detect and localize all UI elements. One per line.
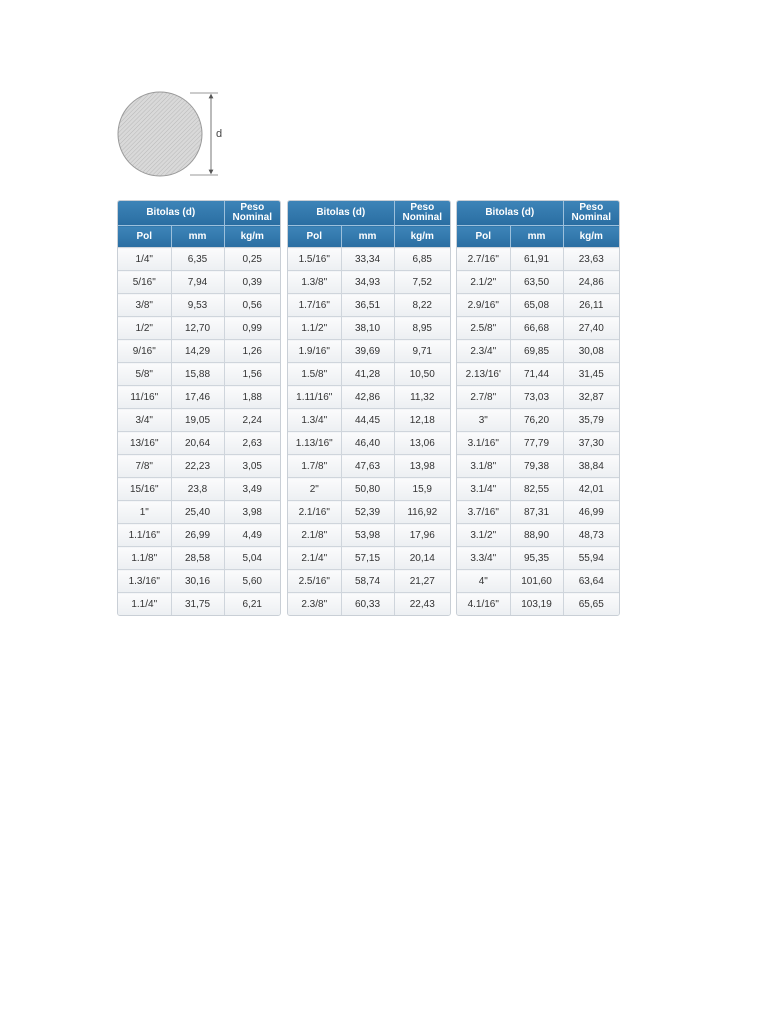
table-row <box>288 455 450 478</box>
cell-mm: 57,15 <box>341 547 394 570</box>
bar-cross-section <box>118 92 202 176</box>
cell-pol: 1/2" <box>118 317 171 340</box>
cell-pol: 1.7/8" <box>288 455 341 478</box>
table-row <box>118 248 280 271</box>
cell-pol: 9/16" <box>118 340 171 363</box>
cell-pol: 15/16" <box>118 478 171 501</box>
cell-kgm: 13,06 <box>394 432 450 455</box>
cell-mm: 79,38 <box>510 455 563 478</box>
table-row <box>288 432 450 455</box>
cell-kgm: 6,21 <box>224 593 280 616</box>
cell-pol: 1.3/8" <box>288 271 341 294</box>
cell-kgm: 0,56 <box>224 294 280 317</box>
cell-pol: 1.1/16" <box>118 524 171 547</box>
cell-pol: 2.7/8" <box>457 386 510 409</box>
cell-pol: 1.5/8" <box>288 363 341 386</box>
cell-mm: 38,10 <box>341 317 394 340</box>
cell-mm: 53,98 <box>341 524 394 547</box>
cell-pol: 4.1/16" <box>457 593 510 616</box>
round-bar-diagram <box>112 88 242 180</box>
header-weight-line1: Peso <box>579 202 604 213</box>
table-row <box>118 363 280 386</box>
table-row <box>118 455 280 478</box>
cell-kgm: 15,9 <box>394 478 450 501</box>
header-weight-line2: Nominal <box>232 212 272 223</box>
cell-pol: 3.1/8" <box>457 455 510 478</box>
header-kgm: kg/m <box>394 226 450 248</box>
cell-mm: 71,44 <box>510 363 563 386</box>
cell-mm: 46,40 <box>341 432 394 455</box>
table-row <box>288 547 450 570</box>
cell-kgm: 3,49 <box>224 478 280 501</box>
cell-pol: 3/8" <box>118 294 171 317</box>
cell-pol: 5/16" <box>118 271 171 294</box>
cell-kgm: 32,87 <box>563 386 619 409</box>
table-row <box>288 340 450 363</box>
cell-mm: 12,70 <box>171 317 224 340</box>
cell-mm: 23,8 <box>171 478 224 501</box>
table-row <box>118 524 280 547</box>
header-pol: Pol <box>118 226 171 248</box>
cell-mm: 101,60 <box>510 570 563 593</box>
cell-pol: 1.7/16" <box>288 294 341 317</box>
cell-mm: 36,51 <box>341 294 394 317</box>
cell-pol: 2.3/8" <box>288 593 341 616</box>
table-row <box>288 409 450 432</box>
cell-mm: 15,88 <box>171 363 224 386</box>
cell-pol: 1.5/16" <box>288 248 341 271</box>
header-weight-line2: Nominal <box>571 212 611 223</box>
cell-mm: 14,29 <box>171 340 224 363</box>
table-row <box>118 386 280 409</box>
cell-kgm: 116,92 <box>394 501 450 524</box>
table-row <box>457 478 619 501</box>
cell-pol: 7/8" <box>118 455 171 478</box>
table-row <box>288 593 450 616</box>
cell-pol: 2.1/16" <box>288 501 341 524</box>
cell-mm: 87,31 <box>510 501 563 524</box>
gauge-table-3 <box>456 200 620 616</box>
cell-kgm: 0,25 <box>224 248 280 271</box>
table-row <box>457 363 619 386</box>
table-row <box>118 294 280 317</box>
cell-kgm: 46,99 <box>563 501 619 524</box>
cell-kgm: 1,88 <box>224 386 280 409</box>
cell-mm: 69,85 <box>510 340 563 363</box>
cell-kgm: 1,26 <box>224 340 280 363</box>
cell-mm: 39,69 <box>341 340 394 363</box>
table-row <box>288 386 450 409</box>
cell-kgm: 5,04 <box>224 547 280 570</box>
table-row <box>118 271 280 294</box>
table-row <box>457 271 619 294</box>
cell-mm: 95,35 <box>510 547 563 570</box>
cell-pol: 3.7/16" <box>457 501 510 524</box>
cell-kgm: 9,71 <box>394 340 450 363</box>
cell-kgm: 5,60 <box>224 570 280 593</box>
cell-mm: 82,55 <box>510 478 563 501</box>
cell-kgm: 10,50 <box>394 363 450 386</box>
cell-kgm: 22,43 <box>394 593 450 616</box>
cell-kgm: 65,65 <box>563 593 619 616</box>
table-row <box>288 248 450 271</box>
cell-mm: 66,68 <box>510 317 563 340</box>
cell-mm: 30,16 <box>171 570 224 593</box>
header-gauge: Bitolas (d) <box>457 201 563 226</box>
cell-mm: 58,74 <box>341 570 394 593</box>
cell-mm: 42,86 <box>341 386 394 409</box>
header-mm: mm <box>510 226 563 248</box>
cell-mm: 17,46 <box>171 386 224 409</box>
header-mm: mm <box>341 226 394 248</box>
cell-kgm: 7,52 <box>394 271 450 294</box>
cell-pol: 1.3/16" <box>118 570 171 593</box>
table-row <box>118 432 280 455</box>
cell-pol: 3.1/2" <box>457 524 510 547</box>
cell-pol: 4" <box>457 570 510 593</box>
dimension-label: d <box>216 128 223 140</box>
header-gauge: Bitolas (d) <box>118 201 224 226</box>
table-row <box>457 409 619 432</box>
cell-kgm: 3,05 <box>224 455 280 478</box>
cell-kgm: 55,94 <box>563 547 619 570</box>
table-row <box>457 432 619 455</box>
table-row <box>288 478 450 501</box>
header-weight <box>394 201 450 226</box>
cell-kgm: 3,98 <box>224 501 280 524</box>
table-row <box>288 524 450 547</box>
table-row <box>457 340 619 363</box>
cell-kgm: 27,40 <box>563 317 619 340</box>
cell-kgm: 21,27 <box>394 570 450 593</box>
cell-mm: 9,53 <box>171 294 224 317</box>
table-row <box>288 570 450 593</box>
cell-mm: 26,99 <box>171 524 224 547</box>
table-row <box>457 455 619 478</box>
table-row <box>288 294 450 317</box>
cell-mm: 6,35 <box>171 248 224 271</box>
cell-pol: 2.13/16' <box>457 363 510 386</box>
cell-mm: 103,19 <box>510 593 563 616</box>
cell-kgm: 13,98 <box>394 455 450 478</box>
cell-kgm: 20,14 <box>394 547 450 570</box>
cell-pol: 2.1/4" <box>288 547 341 570</box>
cell-pol: 1.11/16" <box>288 386 341 409</box>
header-kgm: kg/m <box>224 226 280 248</box>
gauge-table-2 <box>287 200 451 616</box>
header-mm: mm <box>171 226 224 248</box>
cell-mm: 88,90 <box>510 524 563 547</box>
gauge-table-1 <box>117 200 281 616</box>
cell-mm: 41,28 <box>341 363 394 386</box>
cell-pol: 1.1/4" <box>118 593 171 616</box>
header-weight-line2: Nominal <box>402 212 442 223</box>
cell-mm: 65,08 <box>510 294 563 317</box>
cell-pol: 13/16" <box>118 432 171 455</box>
table-row <box>457 248 619 271</box>
header-weight <box>563 201 619 226</box>
cell-pol: 3.3/4" <box>457 547 510 570</box>
table-row <box>457 593 619 616</box>
cell-kgm: 12,18 <box>394 409 450 432</box>
table-row <box>457 570 619 593</box>
cell-kgm: 63,64 <box>563 570 619 593</box>
table-row <box>118 409 280 432</box>
cell-kgm: 42,01 <box>563 478 619 501</box>
header-pol: Pol <box>457 226 510 248</box>
table-row <box>457 524 619 547</box>
cell-mm: 19,05 <box>171 409 224 432</box>
cell-pol: 1.13/16" <box>288 432 341 455</box>
cell-kgm: 11,32 <box>394 386 450 409</box>
cell-pol: 2" <box>288 478 341 501</box>
cell-kgm: 0,39 <box>224 271 280 294</box>
cell-mm: 33,34 <box>341 248 394 271</box>
cell-pol: 1/4" <box>118 248 171 271</box>
cell-kgm: 0,99 <box>224 317 280 340</box>
cell-kgm: 26,11 <box>563 294 619 317</box>
cell-mm: 76,20 <box>510 409 563 432</box>
cell-pol: 1" <box>118 501 171 524</box>
table-row <box>457 501 619 524</box>
cell-pol: 2.1/2" <box>457 271 510 294</box>
cell-pol: 2.5/8" <box>457 317 510 340</box>
cell-pol: 11/16" <box>118 386 171 409</box>
cell-mm: 52,39 <box>341 501 394 524</box>
header-gauge: Bitolas (d) <box>288 201 394 226</box>
table-row <box>118 547 280 570</box>
header-kgm: kg/m <box>563 226 619 248</box>
cell-kgm: 8,22 <box>394 294 450 317</box>
cell-mm: 50,80 <box>341 478 394 501</box>
cell-pol: 1.9/16" <box>288 340 341 363</box>
table-row <box>288 363 450 386</box>
header-weight-line1: Peso <box>410 202 435 213</box>
cell-mm: 25,40 <box>171 501 224 524</box>
table-row <box>118 570 280 593</box>
cell-kgm: 48,73 <box>563 524 619 547</box>
cell-pol: 3/4" <box>118 409 171 432</box>
table-row <box>457 386 619 409</box>
cell-kgm: 17,96 <box>394 524 450 547</box>
table-row <box>118 501 280 524</box>
cell-pol: 1.3/4" <box>288 409 341 432</box>
cell-kgm: 2,63 <box>224 432 280 455</box>
cell-mm: 28,58 <box>171 547 224 570</box>
cell-kgm: 6,85 <box>394 248 450 271</box>
cell-kgm: 38,84 <box>563 455 619 478</box>
cell-kgm: 2,24 <box>224 409 280 432</box>
cell-mm: 60,33 <box>341 593 394 616</box>
cell-mm: 31,75 <box>171 593 224 616</box>
cell-pol: 1.1/8" <box>118 547 171 570</box>
table-row <box>118 340 280 363</box>
cell-pol: 2.3/4" <box>457 340 510 363</box>
cell-pol: 2.9/16" <box>457 294 510 317</box>
header-pol: Pol <box>288 226 341 248</box>
header-weight <box>224 201 280 226</box>
cell-kgm: 4,49 <box>224 524 280 547</box>
table-row <box>118 317 280 340</box>
cell-pol: 5/8" <box>118 363 171 386</box>
table-row <box>457 317 619 340</box>
cell-pol: 2.1/8" <box>288 524 341 547</box>
cell-pol: 1.1/2" <box>288 317 341 340</box>
table-row <box>288 271 450 294</box>
cell-mm: 61,91 <box>510 248 563 271</box>
cell-kgm: 35,79 <box>563 409 619 432</box>
cell-mm: 47,63 <box>341 455 394 478</box>
cell-mm: 44,45 <box>341 409 394 432</box>
cell-mm: 77,79 <box>510 432 563 455</box>
cell-pol: 2.7/16" <box>457 248 510 271</box>
cell-kgm: 31,45 <box>563 363 619 386</box>
table-row <box>118 593 280 616</box>
cell-mm: 7,94 <box>171 271 224 294</box>
cell-pol: 3.1/4" <box>457 478 510 501</box>
cell-mm: 22,23 <box>171 455 224 478</box>
table-row <box>457 294 619 317</box>
cell-pol: 3" <box>457 409 510 432</box>
table-row <box>118 478 280 501</box>
cell-pol: 2.5/16" <box>288 570 341 593</box>
cell-mm: 20,64 <box>171 432 224 455</box>
cell-pol: 3.1/16" <box>457 432 510 455</box>
table-row <box>457 547 619 570</box>
cell-kgm: 1,56 <box>224 363 280 386</box>
cell-kgm: 24,86 <box>563 271 619 294</box>
cell-kgm: 8,95 <box>394 317 450 340</box>
table-row <box>288 317 450 340</box>
cell-kgm: 23,63 <box>563 248 619 271</box>
cell-kgm: 37,30 <box>563 432 619 455</box>
cell-mm: 63,50 <box>510 271 563 294</box>
table-row <box>288 501 450 524</box>
header-weight-line1: Peso <box>240 202 265 213</box>
cell-mm: 73,03 <box>510 386 563 409</box>
cell-mm: 34,93 <box>341 271 394 294</box>
cell-kgm: 30,08 <box>563 340 619 363</box>
